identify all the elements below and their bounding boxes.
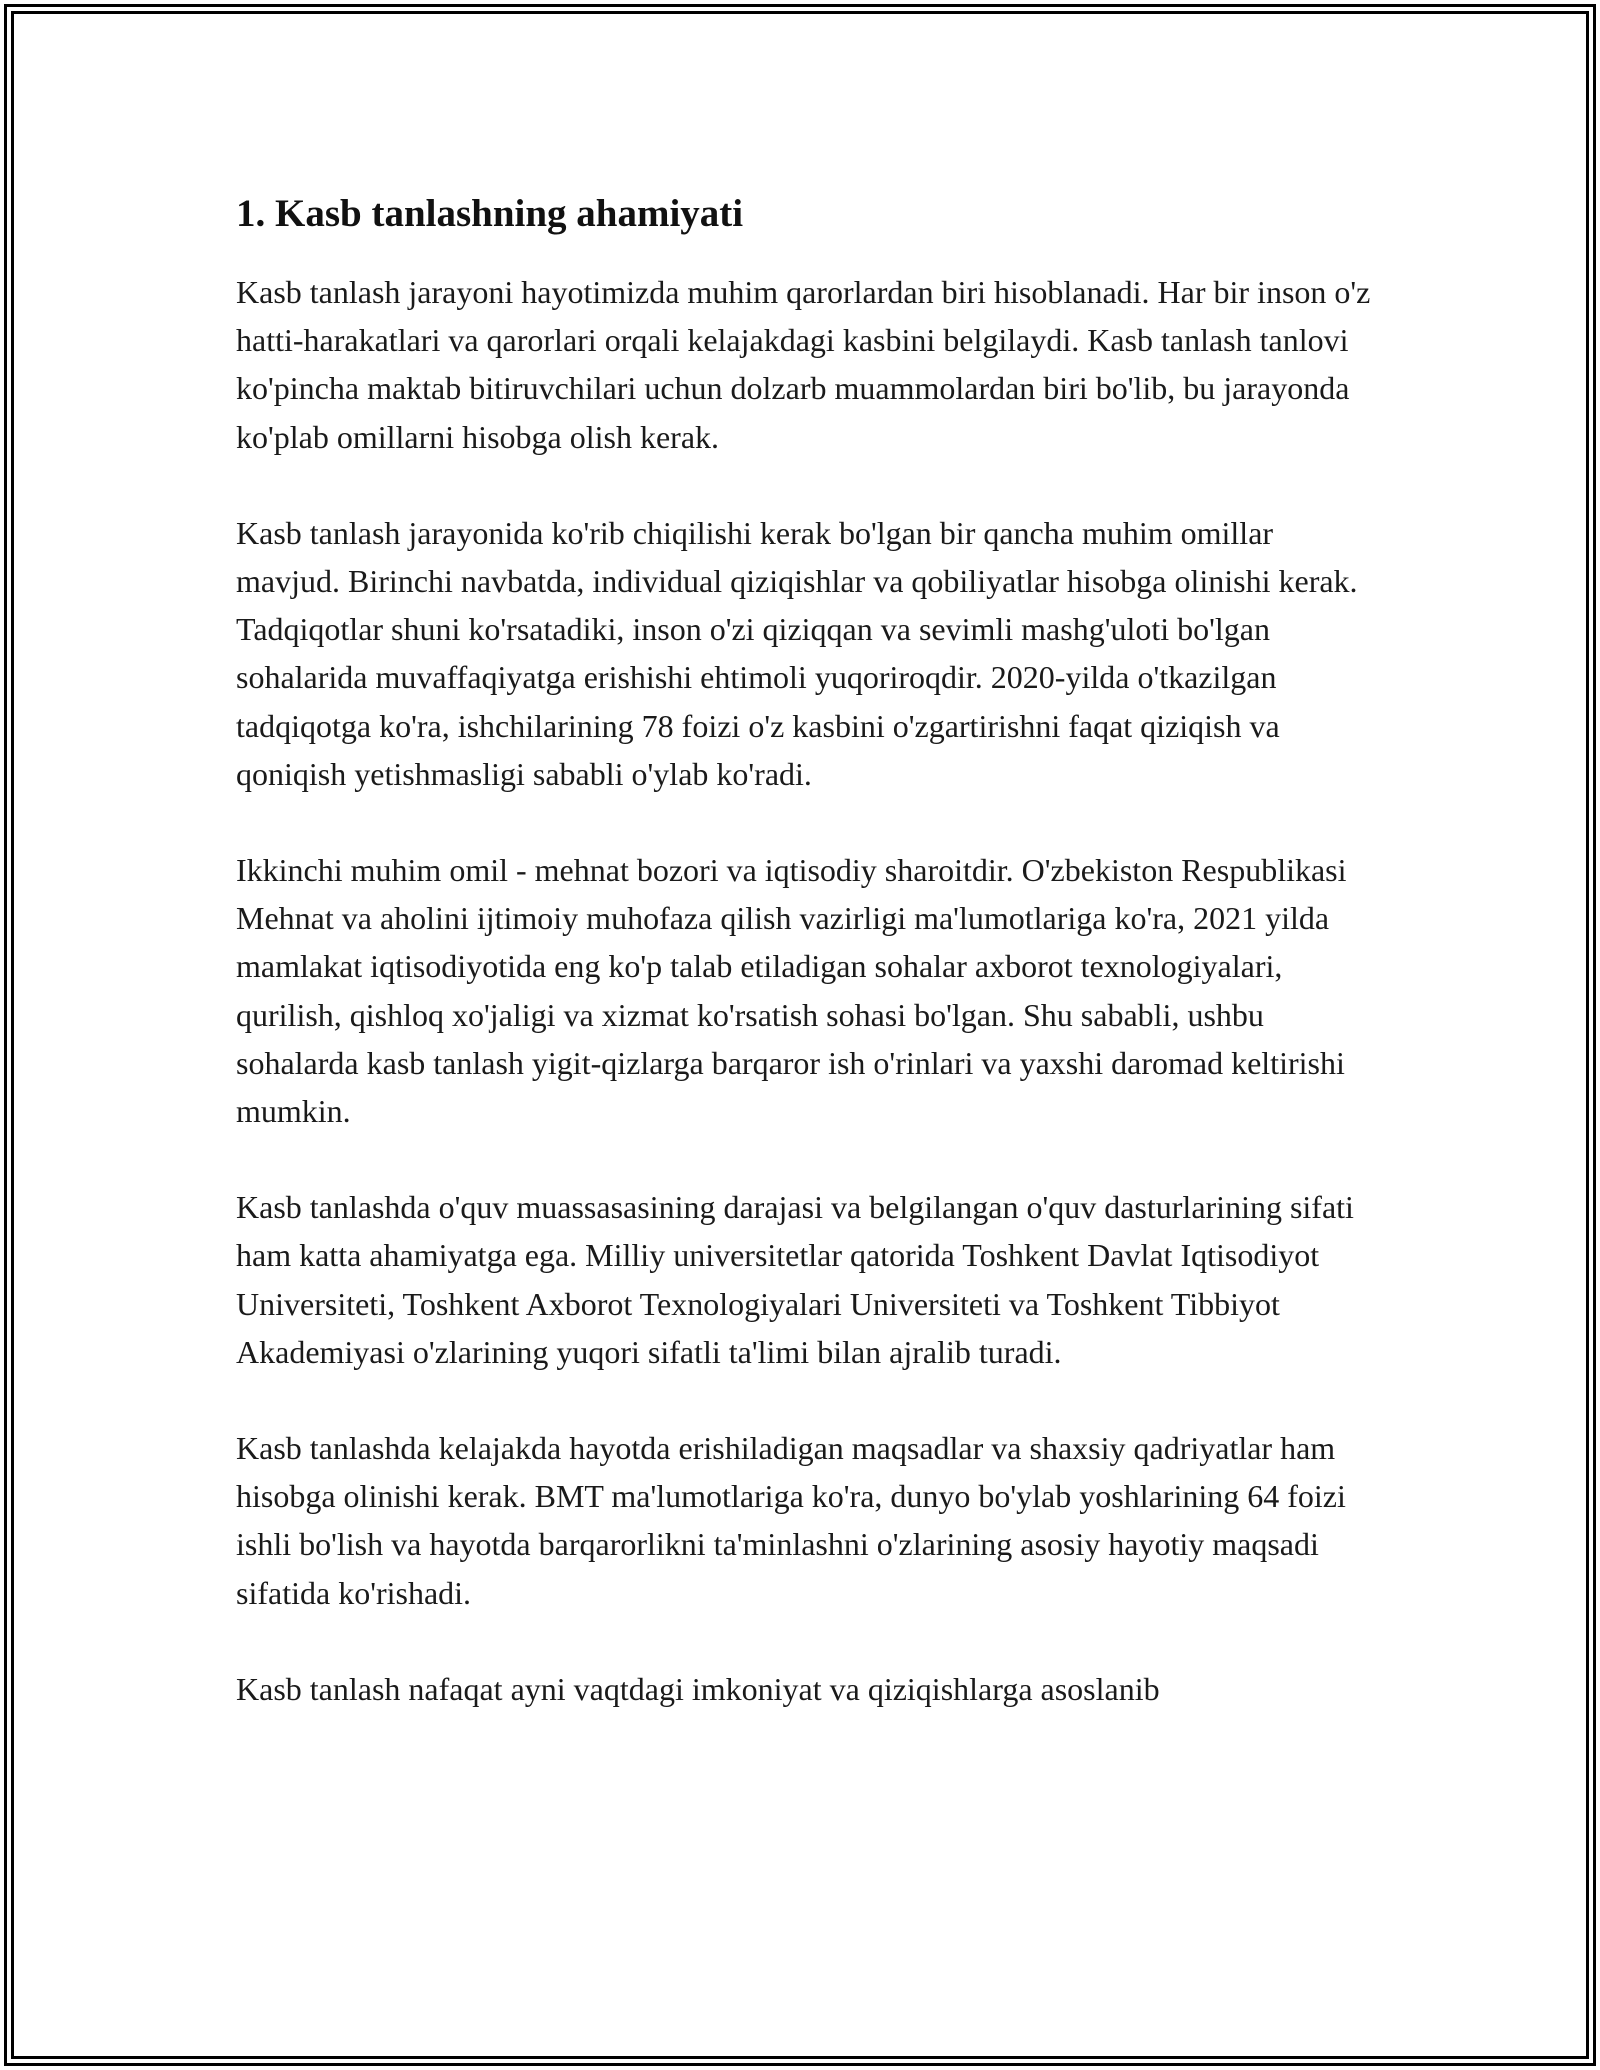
paragraph-education-quality: Kasb tanlashda o'quv muassasasining darajasi va belgilangan o'quv dasturlarining sifati ham katta ahamiyatga ega. Milliy universitetlar qatorida Toshkent Davlat Iqtisodiyot Universiteti, Toshkent Axborot Texnologiyalari Universiteti va Toshkent Tibbiyot Akademiyasi o'zlarining yuqori sifatli ta'limi bilan ajralib turadi. (236, 1189, 1354, 1370)
paragraph-continuation: Kasb tanlash nafaqat ayni vaqtdagi imkoniyat va qiziqishlarga asoslanib (236, 1670, 1160, 1707)
document-body (236, 186, 1371, 1761)
paragraph-labor-market: Ikkinchi muhim omil - mehnat bozori va iqtisodiy sharoitdir. O'zbekiston Respublikasi Mehnat va aholini ijtimoiy muhofaza qilish vazirligi ma'lumotlariga ko'ra, 2021 yilda mamlakat iqtisodiyotida eng ko'p talab etiladigan sohalar axborot texnologiyalari, qurilish, qishloq xo'jaligi va xizmat ko'rsatish sohasi bo'lgan. Shu sababli, ushbu sohalarda kasb tanlash yigit-qizlarga barqaror ish o'rinlari va yaxshi daromad keltirishi mumkin. (236, 852, 1347, 1130)
paragraph-importance: Kasb tanlash jarayoni hayotimizda muhim qarorlardan biri hisoblanadi. Har bir inson o'z hatti-harakatlari va qarorlari orqali kelajakdagi kasbini belgilaydi. Kasb tanlash tanlovi ko'pincha maktab bitiruvchilari uchun dolzarb muammolardan biri bo'lib, bu jarayonda ko'plab omillarni hisobga olish kerak. (236, 274, 1371, 455)
paragraph-factors-interests: Kasb tanlash jarayonida ko'rib chiqilishi kerak bo'lgan bir qancha muhim omillar mavjud. Birinchi navbatda, individual qiziqishlar va qobiliyatlar hisobga olinishi kerak. Tadqiqotlar shuni ko'rsatadiki, inson o'zi qiziqqan va sevimli mashg'uloti bo'lgan sohalarida muvaffaqiyatga erishishi ehtimoli yuqoriroqdir. 2020-yilda o'tkazilgan tadqiqotga ko'ra, ishchilarining 78 foizi o'z kasbini o'zgartirishni faqat qiziqish va qoniqish yetishmasligi sababli o'ylab ko'radi. (236, 514, 1358, 792)
paragraph-life-goals: Kasb tanlashda kelajakda hayotda erishiladigan maqsadlar va shaxsiy qadriyatlar ham hisobga olinishi kerak. BMT ma'lumotlariga ko'ra, dunyo bo'ylab yoshlarining 64 foizi ishli bo'lish va hayotda barqarorlikni ta'minlashni o'zlarining asosiy hayotiy maqsadi sifatida ko'rishadi. (236, 1430, 1346, 1611)
section-heading: 1. Kasb tanlashning ahamiyati (236, 192, 744, 235)
